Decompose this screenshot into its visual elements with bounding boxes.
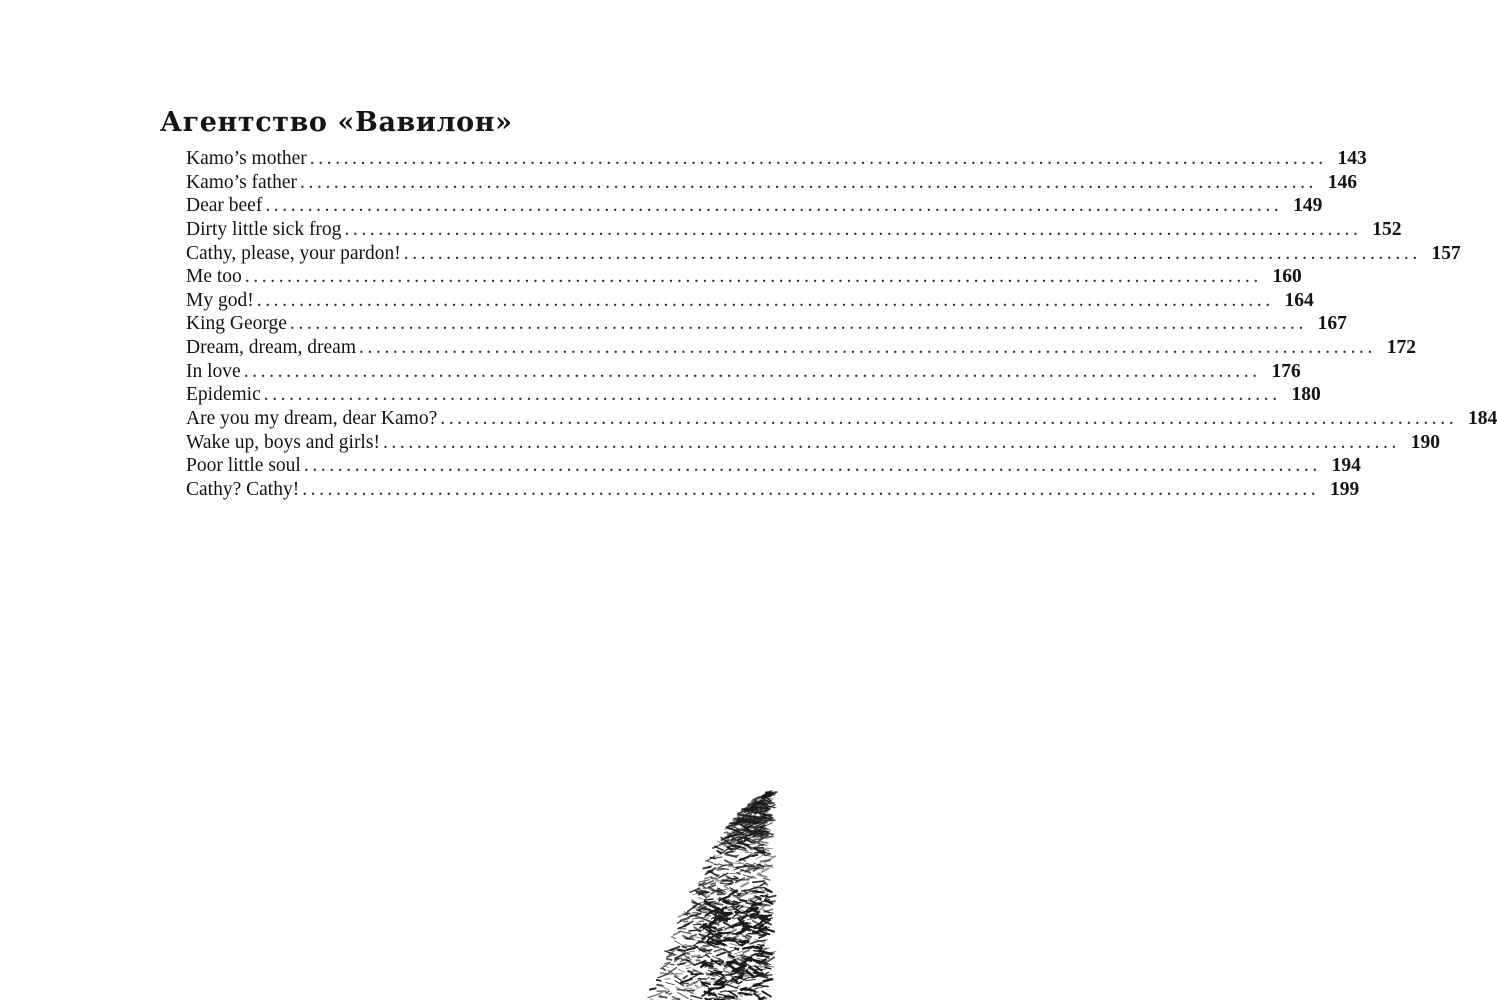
toc-page-number: 199 [1329,478,1360,500]
tree-strokes [648,790,777,1000]
tree-stroke [717,953,726,956]
tree-stroke [683,976,687,978]
tree-stroke [737,880,741,881]
tree-stroke [716,983,724,984]
ink-tree-illustration-icon [580,780,766,1000]
tree-stroke [763,878,770,880]
tree-stroke [750,893,757,894]
tree-stroke [678,950,685,951]
tree-stroke [765,968,771,969]
toc-entry-title: Dream, dream, dream [186,337,356,359]
tree-stroke [703,909,710,910]
toc-entry[interactable] [186,383,1321,407]
tree-stroke [757,947,762,948]
tree-stroke [718,851,721,853]
tree-stroke [708,970,713,972]
tree-stroke [728,828,732,829]
tree-stroke [667,959,671,960]
tree-stroke [764,820,775,821]
tree-stroke [684,921,688,922]
dot-leader: ........................................................................................................................ [256,289,1274,311]
section-title: Агентство «Вавилон» [160,107,513,138]
toc-page-number: 172 [1386,337,1416,359]
toc-entry[interactable] [186,312,1347,336]
tree-stroke [657,985,663,986]
tree-stroke [727,962,734,963]
tree-stroke [736,866,746,867]
tree-stroke [658,974,669,978]
tree-stroke [724,832,727,833]
toc-page-number: 143 [1337,148,1367,169]
tree-stroke [691,974,701,975]
tree-stroke [659,997,666,998]
tree-stroke [725,854,736,857]
toc-page-number: 184 [1467,408,1497,430]
tree-stroke [677,989,685,990]
tree-stroke [741,883,747,887]
tree-stroke [753,881,765,882]
dot-leader: ........................................................................................................................ [382,431,1400,453]
dot-leader: ........................................................................................................................ [309,148,1327,169]
dot-leader: ........................................................................................................................ [359,337,1376,359]
tree-stroke [758,875,767,878]
tree-stroke [742,890,746,891]
tree-stroke [704,899,713,900]
toc-entry[interactable] [186,407,1497,431]
tree-stroke [724,932,731,933]
toc-page-number: 152 [1372,218,1402,240]
tree-stroke [674,932,680,935]
tree-stroke [691,996,702,999]
toc-entry-title: My god! [186,289,254,311]
table-of-contents [186,147,1497,502]
tree-stroke [658,994,661,995]
toc-entry-title: Cathy, please, your pardon! [186,242,401,264]
tree-stroke [716,934,721,936]
tree-stroke [715,857,722,858]
tree-stroke [717,981,721,982]
tree-stroke [650,988,656,989]
tree-stroke [725,939,730,941]
tree-stroke [710,998,720,999]
dot-leader: ........................................................................................................................ [263,384,1281,406]
tree-stroke [719,868,729,869]
dot-leader: ........................................................................................................................ [440,408,1458,430]
tree-stroke [719,933,723,934]
toc-page-number: 176 [1271,360,1301,382]
tree-stroke [728,909,734,910]
toc-page-number: 160 [1272,266,1302,288]
tree-stroke [692,918,700,919]
tree-stroke [707,871,712,873]
tree-stroke [688,971,692,973]
tree-stroke [746,863,751,864]
tree-stroke [730,943,738,945]
dot-leader: ........................................................................................................................ [300,171,1318,193]
tree-stroke [715,919,723,920]
toc-page-number: 194 [1331,455,1361,477]
tree-stroke [687,960,694,965]
tree-stroke [686,968,690,969]
tree-stroke [714,949,722,952]
tree-stroke [687,947,697,950]
tree-stroke [739,993,747,994]
tree-stroke [750,941,757,944]
dot-leader: ........................................................................................................................ [344,218,1362,240]
tree-stroke [754,994,758,997]
toc-entry-title: In love [186,360,241,382]
tree-stroke [724,887,729,889]
tree-stroke [663,987,669,991]
dot-leader: ........................................................................................................................ [289,313,1307,335]
tree-stroke [678,993,688,999]
tree-stroke [765,848,773,849]
tree-stroke [695,985,698,987]
tree-stroke [748,805,755,806]
tree-stroke [738,982,742,984]
tree-stroke [698,941,703,942]
tree-stroke [701,918,707,920]
tree-stroke [666,983,675,985]
tree-stroke [763,977,768,978]
tree-stroke [754,985,759,986]
tree-stroke [761,842,768,844]
toc-entry-title: Cathy? Cathy! [186,478,300,500]
tree-stroke [695,937,701,938]
tree-stroke [685,965,690,967]
toc-entry[interactable] [186,431,1440,455]
tree-stroke [665,963,669,964]
toc-entry-title: Epidemic [186,384,261,406]
toc-entry[interactable] [186,194,1323,218]
toc-entry-title: Me too [186,266,242,288]
tree-stroke [746,979,755,980]
toc-page-number: 190 [1410,431,1440,453]
tree-stroke [725,860,732,864]
tree-stroke [755,987,765,989]
tree-stroke [729,982,733,985]
tree-stroke [691,991,694,992]
dot-leader: ........................................................................................................................ [265,195,1283,217]
tree-stroke [659,993,662,994]
tree-stroke [670,964,674,965]
tree-stroke [753,921,758,924]
toc-entry-title: Wake up, boys and girls! [186,431,380,453]
dot-leader: ........................................................................................................................ [243,360,1261,382]
tree-stroke [725,927,731,929]
tree-stroke [734,906,737,907]
tree-stroke [690,935,696,937]
tree-stroke [752,855,757,856]
tree-stroke [761,932,769,935]
toc-entry-title: Dear beef [186,195,263,217]
tree-stroke [729,955,734,957]
toc-entry[interactable] [186,218,1402,242]
tree-stroke [727,851,734,852]
tree-stroke [724,889,728,890]
tree-stroke [688,907,694,911]
dot-leader: ........................................................................................................................ [403,242,1421,264]
tree-stroke [758,941,765,942]
tree-stroke [720,991,726,992]
tree-stroke [747,935,752,937]
tree-stroke [660,973,672,974]
tree-stroke [663,968,666,970]
tree-stroke [733,831,737,832]
dot-leader: ........................................................................................................................ [302,478,1320,500]
tree-stroke [648,995,657,998]
tree-stroke [727,991,737,992]
toc-page-number: 164 [1284,289,1314,311]
toc-entry-title: King George [186,313,287,335]
tree-stroke [743,950,749,953]
tree-stroke [698,898,703,899]
tree-stroke [683,947,686,948]
tree-stroke [747,878,752,879]
tree-stroke [690,975,699,980]
toc-entry[interactable] [186,242,1461,266]
tree-stroke [761,801,764,802]
tree-stroke [665,979,670,980]
tree-stroke [709,988,717,989]
tree-stroke [675,941,684,947]
tree-stroke [736,861,746,865]
toc-entry[interactable] [186,454,1361,478]
toc-entry[interactable] [186,147,1367,171]
tree-stroke [718,892,723,893]
tree-stroke [742,821,746,822]
tree-stroke [672,937,675,939]
toc-page-number: 180 [1291,384,1321,406]
tree-stroke [717,930,722,931]
toc-page-number: 157 [1431,242,1461,264]
toc-entry[interactable] [186,265,1302,289]
toc-entry-title: Poor little soul [186,455,301,477]
tree-stroke [711,883,716,885]
tree-stroke [718,912,727,913]
tree-stroke [725,996,734,997]
toc-entry-title: Kamo’s father [186,171,298,193]
tree-stroke [657,980,661,981]
tree-stroke [678,969,684,972]
tree-stroke [712,903,716,904]
tree-stroke [729,883,733,885]
tree-stroke [717,987,724,989]
toc-entry-title: Are you my dream, dear Kamo? [186,408,438,430]
tree-stroke [711,878,717,879]
tree-stroke [683,953,689,954]
toc-entry[interactable] [186,360,1301,384]
tree-stroke [729,903,734,904]
toc-page-number: 167 [1317,313,1347,335]
tree-stroke [764,979,773,981]
toc-entry-title: Dirty little sick frog [186,218,342,240]
tree-stroke [681,918,689,921]
tree-stroke [734,936,739,938]
toc-page-number: 149 [1293,195,1323,217]
tree-stroke [712,943,719,944]
tree-stroke [742,809,748,810]
tree-stroke [764,855,773,857]
toc-entry[interactable] [186,336,1416,360]
tree-stroke [734,868,739,870]
tree-stroke [747,919,755,920]
tree-stroke [714,970,720,971]
tree-stroke [706,861,713,863]
tree-stroke [761,896,768,897]
tree-stroke [709,968,717,969]
tree-stroke [734,951,743,955]
tree-stroke [676,987,680,989]
tree-stroke [732,878,737,879]
toc-entry[interactable] [186,171,1358,195]
tree-stroke [689,930,700,931]
dot-leader: ........................................................................................................................ [303,455,1321,477]
toc-entry-title: Kamo’s mother [186,148,307,169]
tree-stroke [678,921,682,923]
toc-entry[interactable] [186,478,1360,502]
dot-leader: ........................................................................................................................ [244,266,1262,288]
tree-stroke [736,912,745,913]
tree-stroke [740,900,746,901]
tree-stroke [762,991,771,996]
toc-entry[interactable] [186,289,1314,313]
toc-page-number: 146 [1327,171,1358,193]
